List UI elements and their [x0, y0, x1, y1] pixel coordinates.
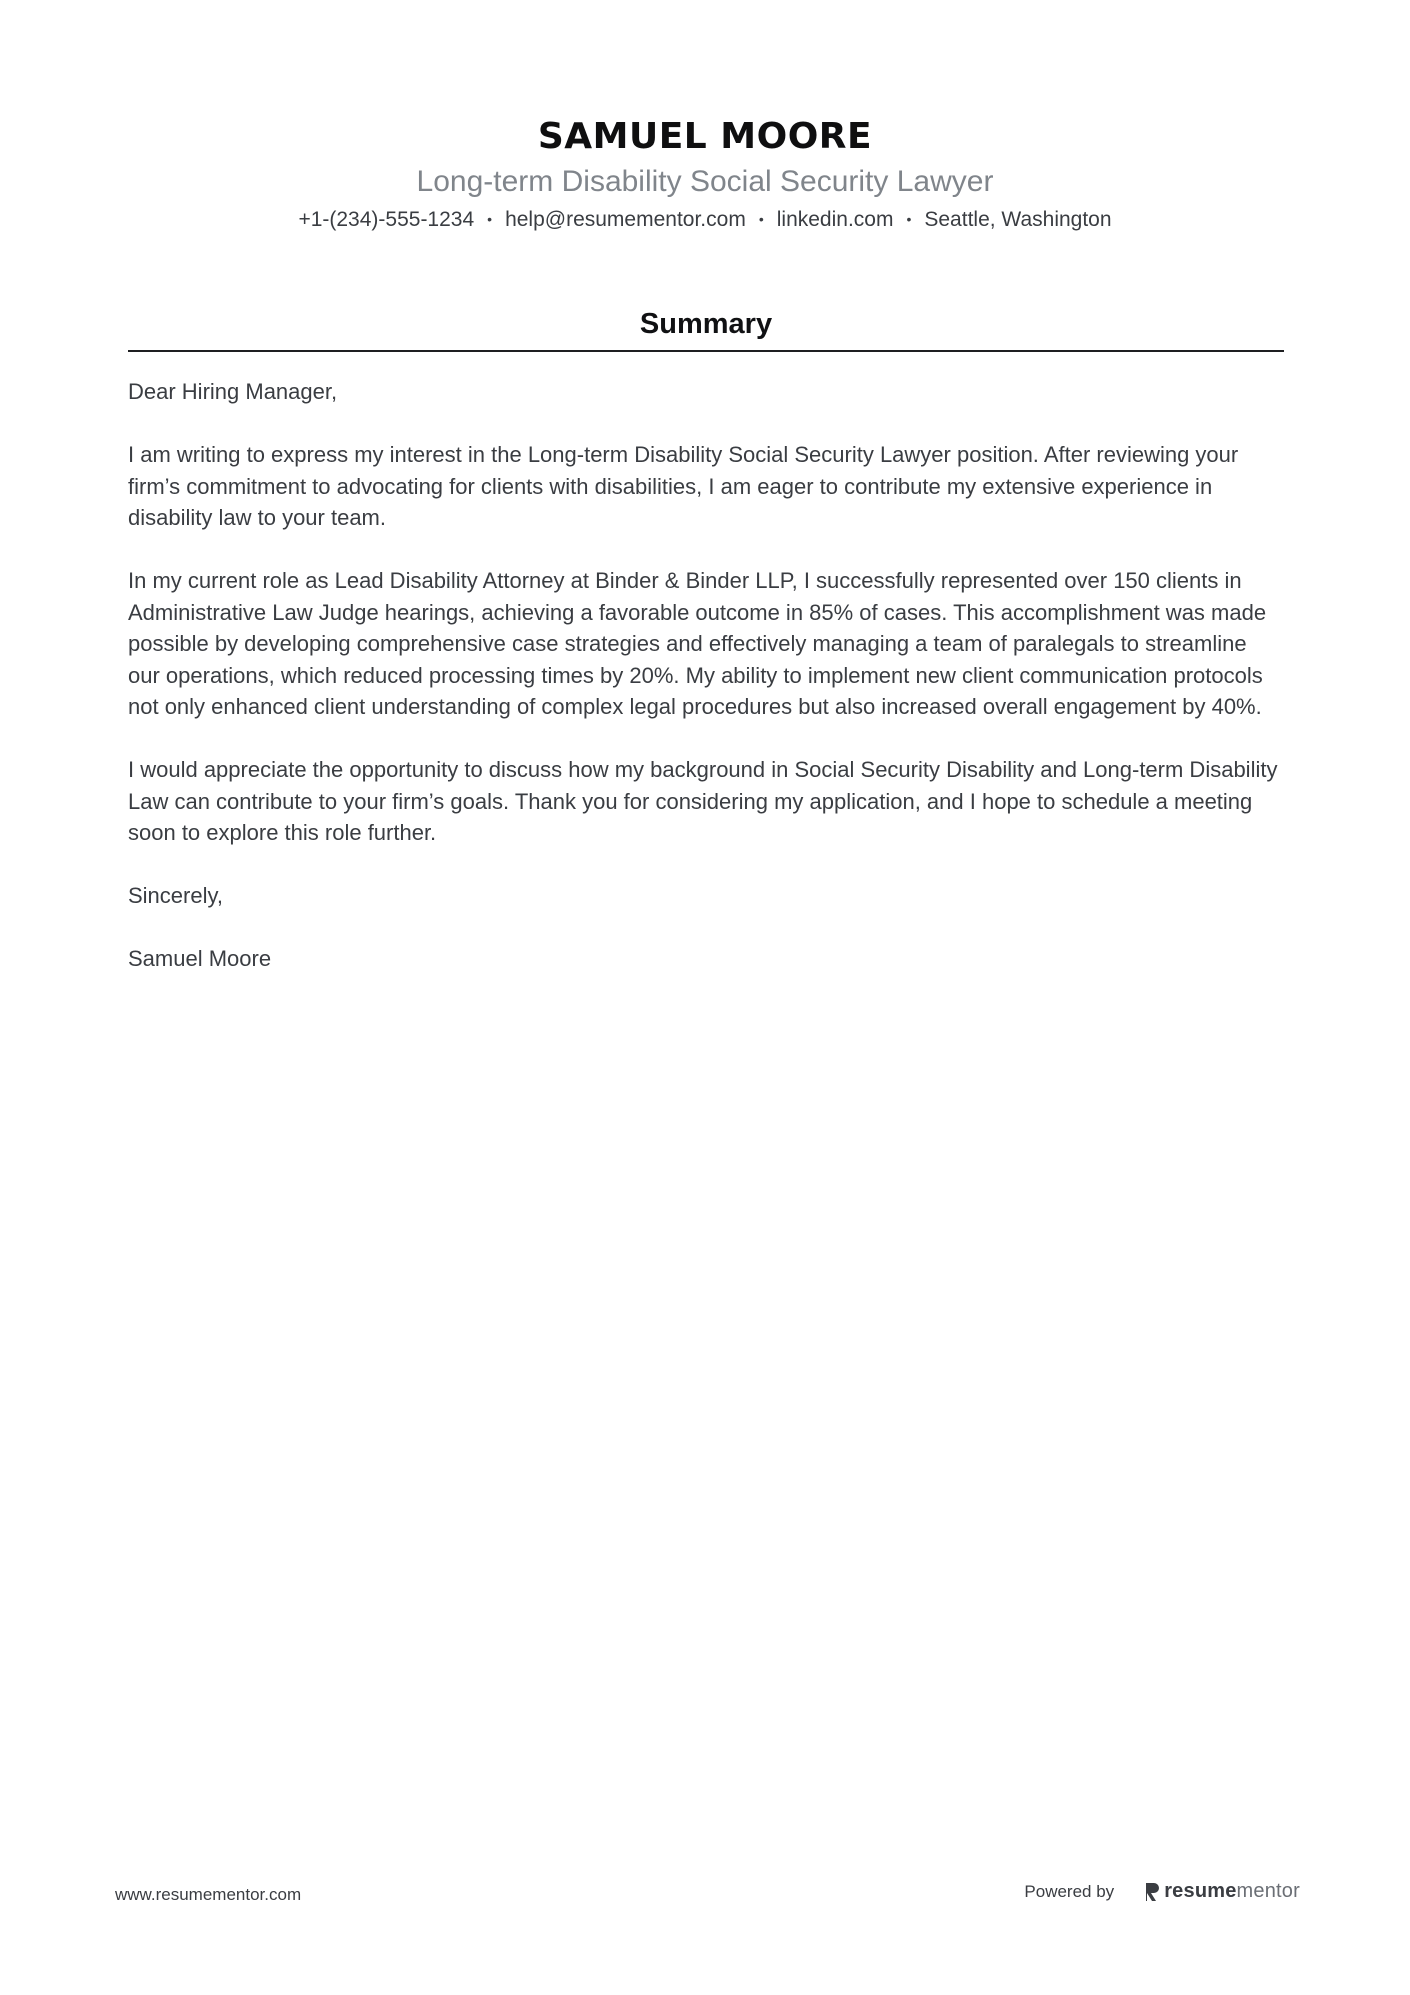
- contact-phone: +1-(234)-555-1234: [298, 208, 475, 231]
- contact-separator: •: [758, 211, 764, 227]
- section-title: Summary: [639, 308, 773, 340]
- letter-greeting: Dear Hiring Manager,: [128, 379, 338, 404]
- contact-line: [0, 204, 1410, 235]
- brand-name-bold: resume: [1164, 1880, 1237, 1902]
- contact-linkedin: linkedin.com: [776, 208, 894, 231]
- resumementor-logo-icon: [1144, 1882, 1160, 1902]
- powered-by-label: Powered by: [1024, 1881, 1115, 1901]
- candidate-name: SAMUEL MOORE: [537, 116, 873, 157]
- contact-location: Seattle, Washington: [924, 208, 1112, 231]
- footer-branding: [1024, 1880, 1300, 1903]
- section-divider: [128, 350, 1284, 352]
- contact-separator: •: [906, 211, 912, 227]
- letter-closing: Sincerely,: [128, 883, 223, 908]
- letter-paragraph: I am writing to express my interest in the Long-term Disability Social Security Lawyer position. After reviewing your firm’s commitment to advocating for clients with disabilities, I am eager to contribute my extensive experience in disability law to your team.: [128, 442, 1239, 530]
- letter-paragraph: In my current role as Lead Disability Attorney at Binder & Binder LLP, I successfully represented over 150 clients in Administrative Law Judge hearings, achieving a favorable outcome in 85% of cases. This accomplishment was made possible by developing comprehensive case strategies and effectively managing a team of paralegals to streamline our operations, which reduced processing times by 20%. My ability to implement new client communication protocols not only enhanced client understanding of complex legal procedures but also increased overall engagement by 40%.: [128, 568, 1267, 719]
- brand-name-light: mentor: [1236, 1880, 1300, 1902]
- brand-logo: [1144, 1880, 1300, 1903]
- letter-header: [0, 112, 1410, 235]
- job-title: Long-term Disability Social Security Lawyer: [416, 165, 994, 198]
- letter-paragraph: I would appreciate the opportunity to discuss how my background in Social Security Disability and Long-term Disability Law can contribute to your firm’s goals. Thank you for considering my application, and I hope to schedule a meeting soon to explore this role further.: [128, 757, 1278, 845]
- contact-email: help@resumementor.com: [505, 208, 746, 231]
- contact-separator: •: [487, 211, 493, 227]
- footer-website: www.resumementor.com: [115, 1885, 302, 1904]
- letter-body: [128, 376, 1284, 975]
- letter-signature: Samuel Moore: [128, 946, 272, 971]
- summary-section: [128, 304, 1284, 1006]
